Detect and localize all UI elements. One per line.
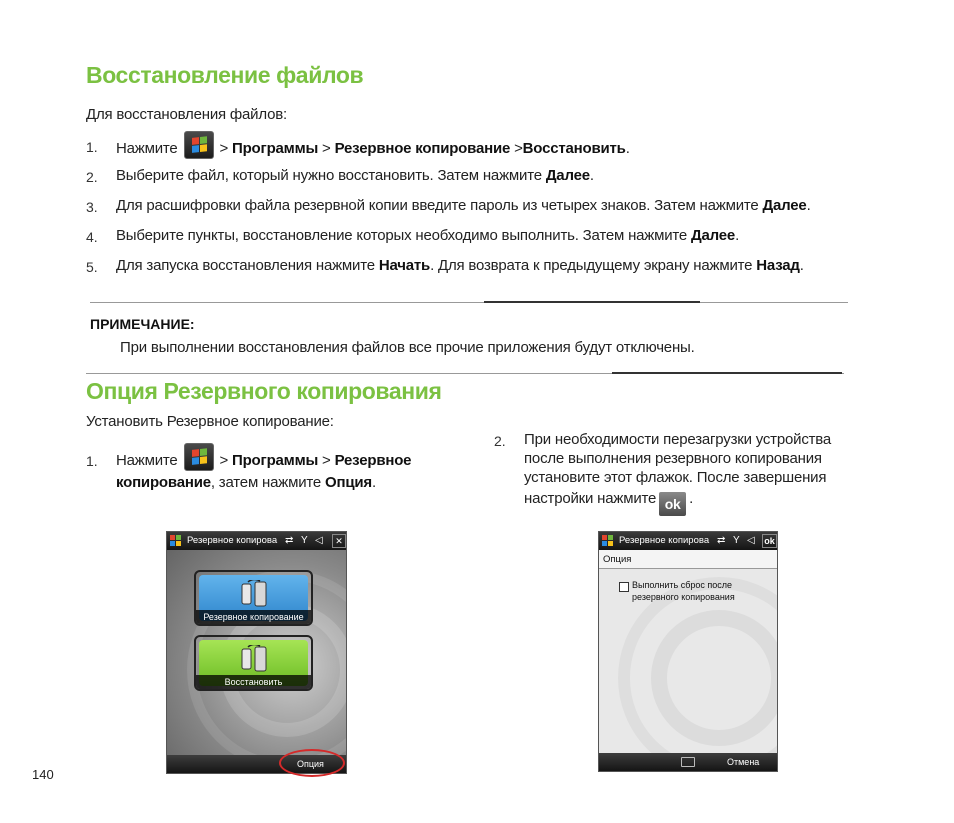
- note-top-rule: [90, 302, 848, 303]
- punct: .: [689, 490, 694, 507]
- bold-term: Далее: [691, 227, 736, 244]
- separator: >: [514, 140, 523, 157]
- title-bar: [599, 532, 777, 550]
- step-text: Для расшифровки файла резервной копии введите пароль из четырех знаков. Затем нажмите: [116, 197, 763, 214]
- restore-button-label: Восстановить: [196, 675, 311, 689]
- backup-step-2-line2: после выполнения резервного копирования: [524, 450, 822, 467]
- backup-step-2-line3: установите этот флажок. После завершения: [524, 469, 827, 486]
- note-label: ПРИМЕЧАНИЕ:: [90, 316, 195, 332]
- device-sync-icon: [240, 580, 268, 610]
- signal-icon: Y: [733, 535, 740, 546]
- step-number: 1.: [86, 453, 98, 469]
- step-number: 3.: [86, 199, 98, 215]
- window-title: Резервное копирова: [187, 535, 278, 546]
- backup-button-label: Резервное копирование: [196, 610, 311, 624]
- bold-term: Назад: [756, 257, 800, 274]
- step-2: [116, 167, 594, 184]
- punct: .: [589, 167, 594, 184]
- window-title: Резервное копирова: [619, 535, 710, 546]
- separator: >: [322, 452, 331, 469]
- section-title-backup-option: Опция Резервного копирования: [86, 378, 442, 404]
- menu-backup-cont: копирование: [116, 474, 211, 491]
- bold-term: Далее: [545, 167, 590, 184]
- restore-button[interactable]: [194, 635, 313, 691]
- bold-term: Начать: [378, 257, 431, 274]
- backup-step-1-line1: [116, 443, 411, 471]
- checkbox-label-line2: резервного копирования: [632, 592, 735, 602]
- step-text: . Для возврата к предыдущему экрану нажмите: [430, 257, 757, 274]
- step-text: Для запуска восстановления нажмите: [116, 257, 379, 274]
- highlight-circle: [279, 749, 345, 777]
- screenshot-backup-main: [166, 531, 347, 774]
- step-text: настройки нажмите: [524, 490, 657, 507]
- section-intro-restore: Для восстановления файлов:: [86, 106, 287, 123]
- backup-button[interactable]: [194, 570, 313, 626]
- volume-icon: ◁: [747, 535, 755, 546]
- menu-option: Опция: [325, 474, 372, 491]
- volume-icon: ◁: [315, 535, 323, 546]
- step-text: Выберите файл, который нужно восстановить. Затем нажмите: [116, 167, 546, 184]
- separator: >: [219, 140, 229, 157]
- windows-start-icon: [184, 443, 214, 471]
- step-1: [116, 131, 630, 159]
- backup-step-2-line4: [524, 490, 693, 516]
- connectivity-icon: ⇄: [717, 535, 726, 546]
- ok-icon: ok: [659, 492, 686, 516]
- note-text: При выполнении восстановления файлов все прочие приложения будут отключены.: [120, 339, 695, 356]
- soft-key-bar: [599, 753, 777, 771]
- step-5: [116, 257, 804, 274]
- note-bottom-rule-accent: [612, 372, 842, 374]
- step-text: Нажмите: [116, 452, 178, 469]
- menu-programs: Программы: [232, 140, 319, 157]
- punct: .: [735, 227, 740, 244]
- step-number: 2.: [494, 433, 506, 449]
- menu-restore: Восстановить: [522, 140, 626, 157]
- step-text: , затем нажмите: [210, 474, 325, 491]
- step-number: 1.: [86, 139, 98, 155]
- reset-checkbox[interactable]: [619, 582, 629, 592]
- backup-step-1-line2: [116, 474, 376, 491]
- windows-start-icon[interactable]: [602, 535, 614, 547]
- step-text: Выберите пункты, восстановление которых необходимо выполнить. Затем нажмите: [116, 227, 692, 244]
- menu-backup: Резервное копирование: [334, 140, 511, 157]
- punct: .: [806, 197, 811, 214]
- ok-button[interactable]: ok: [762, 534, 777, 548]
- checkbox-label-line1: Выполнить сброс после: [632, 580, 733, 590]
- menu-programs: Программы: [232, 452, 319, 469]
- keyboard-icon[interactable]: [681, 757, 695, 767]
- page-number: 140: [32, 767, 54, 782]
- screenshot-backup-options: [598, 531, 778, 772]
- close-icon[interactable]: ✕: [332, 534, 346, 548]
- step-4: [116, 227, 739, 244]
- windows-start-icon: [184, 131, 214, 159]
- section-intro-backup: Установить Резервное копирование:: [86, 413, 334, 430]
- step-3: [116, 197, 811, 214]
- signal-icon: Y: [301, 535, 308, 546]
- punct: .: [799, 257, 804, 274]
- step-number: 4.: [86, 229, 98, 245]
- bold-term: Далее: [762, 197, 807, 214]
- title-bar: [167, 532, 346, 550]
- step-number: 5.: [86, 259, 98, 275]
- punct: .: [625, 140, 630, 157]
- separator: >: [322, 140, 331, 157]
- separator: >: [219, 452, 229, 469]
- note-top-rule-accent: [484, 301, 700, 303]
- menu-backup: Резервное: [334, 452, 412, 469]
- softkey-option[interactable]: Опция: [297, 759, 324, 769]
- connectivity-icon: ⇄: [285, 535, 294, 546]
- punct: .: [371, 474, 376, 491]
- device-sync-icon: [240, 645, 268, 675]
- options-header: Опция: [599, 550, 777, 569]
- step-text: Нажмите: [116, 140, 178, 157]
- windows-start-icon[interactable]: [170, 535, 182, 547]
- softkey-cancel[interactable]: Отмена: [727, 757, 760, 767]
- section-title-restore: Восстановление файлов: [86, 62, 364, 88]
- backup-step-2-line1: При необходимости перезагрузки устройства: [524, 431, 832, 448]
- step-number: 2.: [86, 169, 98, 185]
